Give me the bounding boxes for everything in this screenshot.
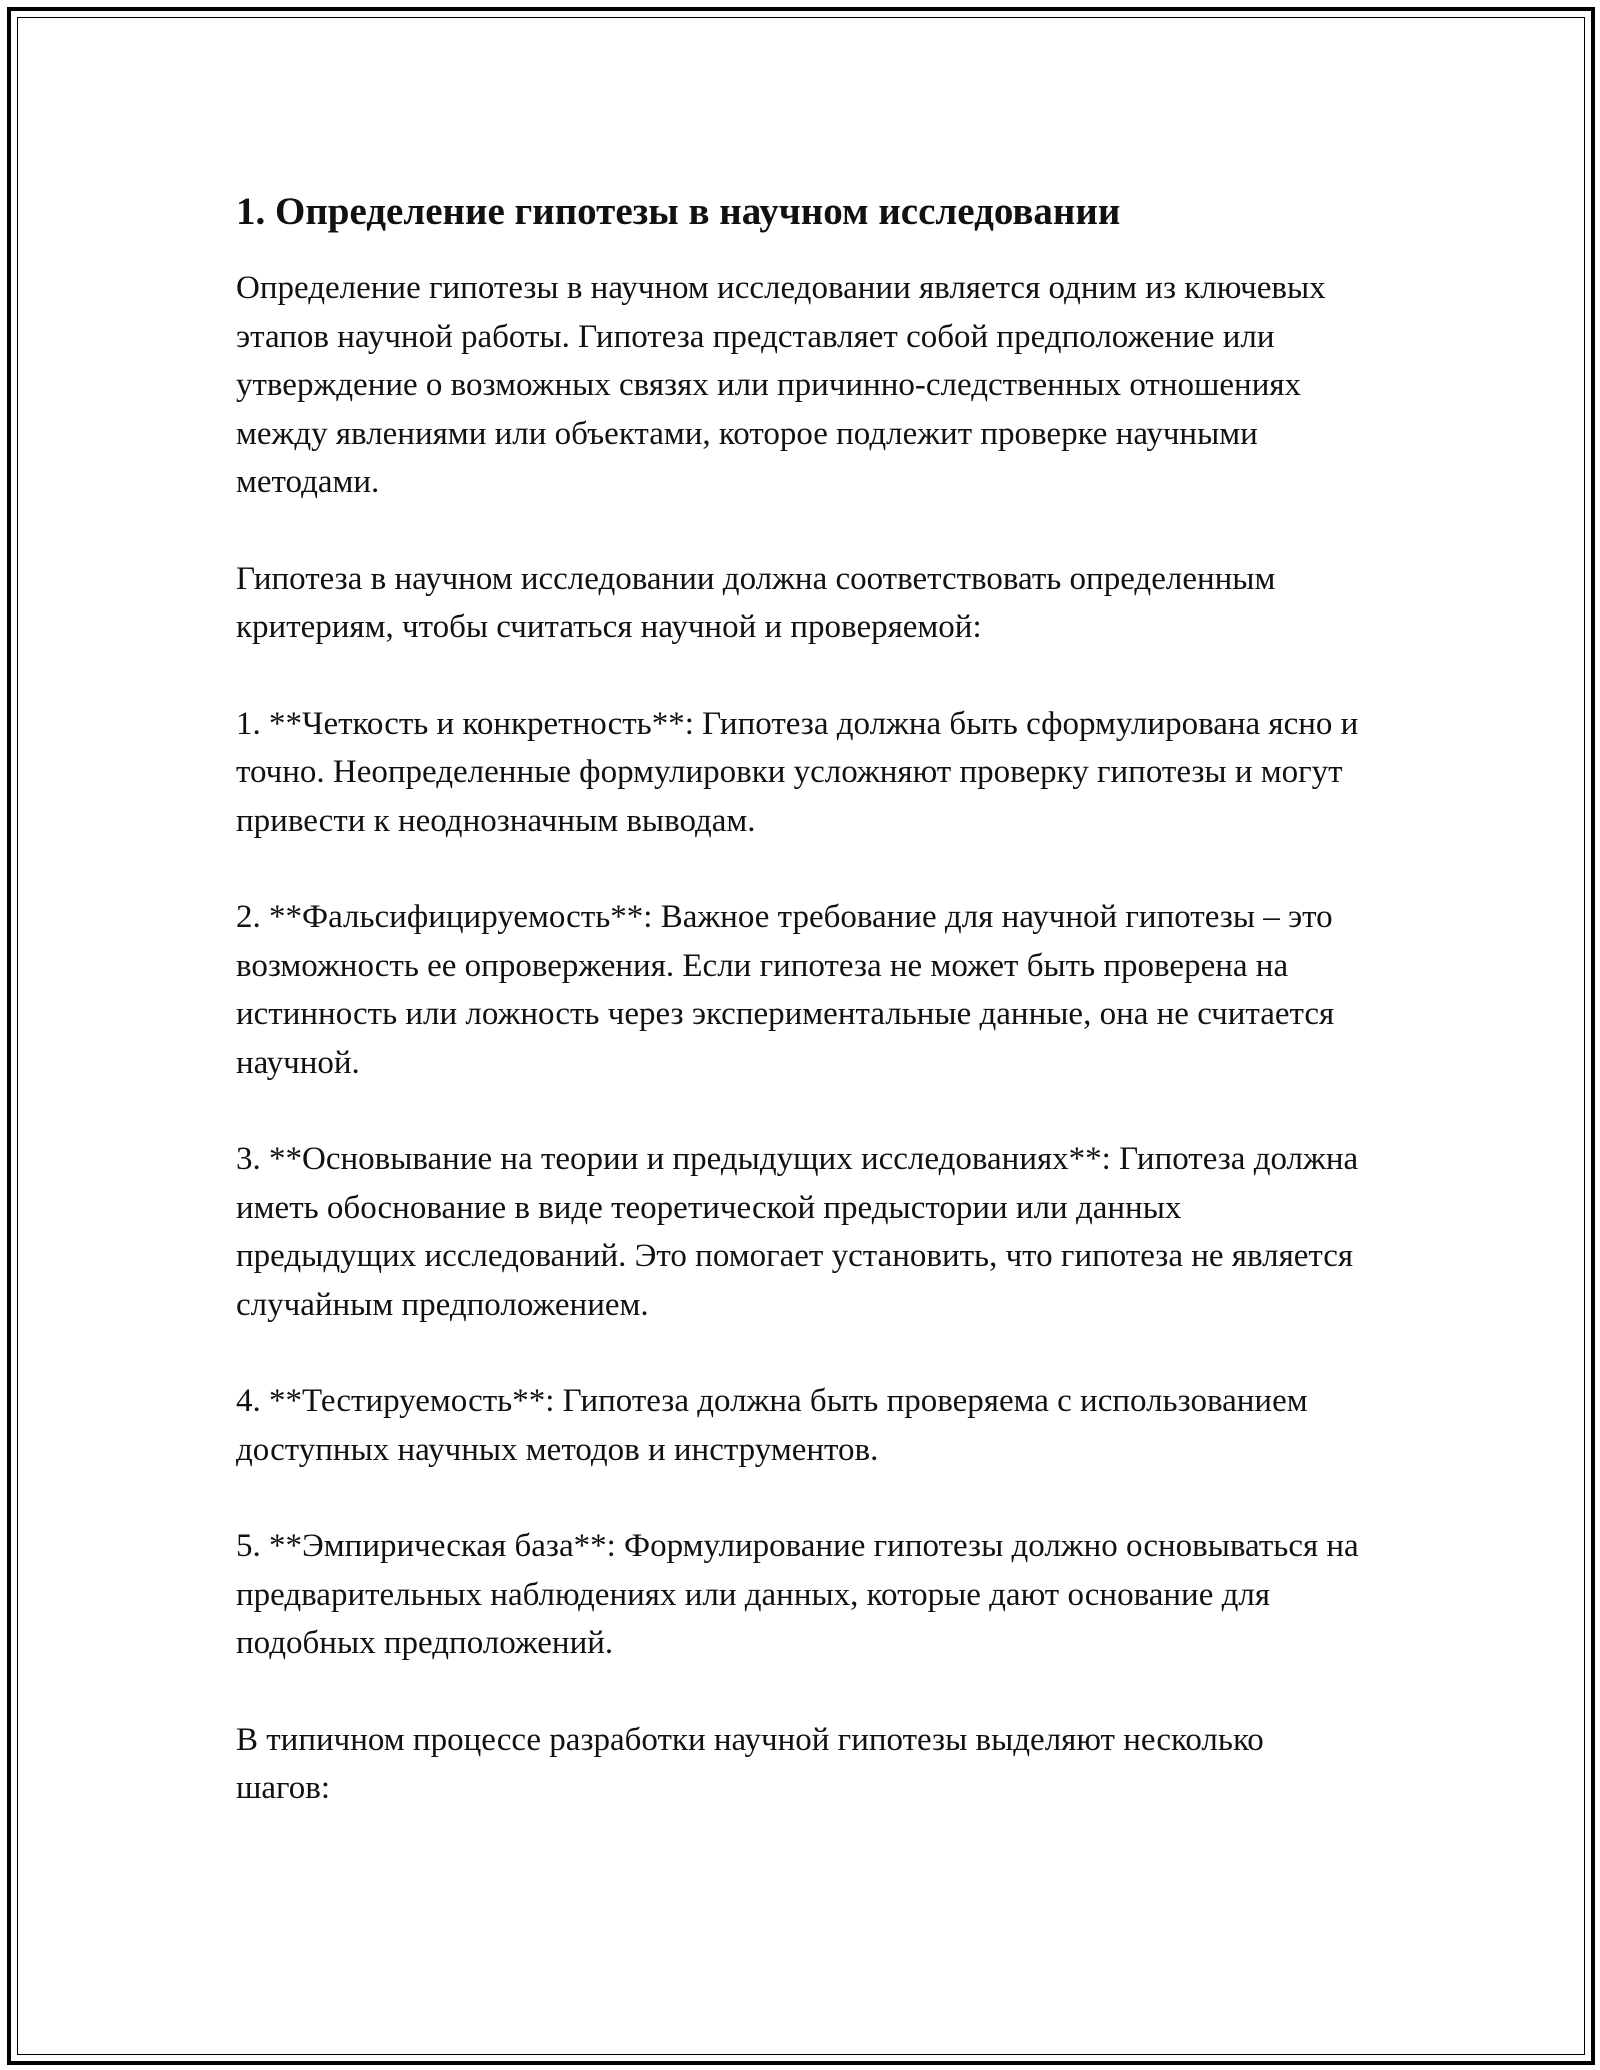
criterion-theory-basis: 3. **Основывание на теории и предыдущих исследованиях**: Гипотеза должна иметь обоснование в виде теоретической предыстории или данных предыдущих исследований. Это помогает установить, что гипотеза не является случайным предположением. bbox=[236, 1141, 1359, 1323]
section-heading: 1. Определение гипотезы в научном исследовании bbox=[236, 190, 1121, 233]
criterion-falsifiability: 2. **Фальсифицируемость**: Важное требование для научной гипотезы – это возможность ее опровержения. Если гипотеза не может быть проверена на истинность или ложность через экспериментальные данные, она не считается научной. bbox=[236, 899, 1335, 1081]
criterion-empirical-base: 5. **Эмпирическая база**: Формулирование гипотезы должно основываться на предварительных наблюдениях или данных, которые дают основание для подобных предположений. bbox=[236, 1528, 1359, 1661]
criterion-clarity: 1. **Четкость и конкретность**: Гипотеза должна быть сформулирована ясно и точно. Неопределенные формулировки усложняют проверку гипотезы и могут привести к неоднозначным выводам. bbox=[236, 705, 1359, 839]
criterion-testability: 4. **Тестируемость**: Гипотеза должна быть проверяема с использованием доступных научных методов и инструментов. bbox=[236, 1383, 1308, 1468]
document-body bbox=[236, 188, 1366, 1813]
intro-paragraph: Определение гипотезы в научном исследовании является одним из ключевых этапов научной работы. Гипотеза представляет собой предположение или утверждение о возможных связях или причинно-следственных отношениях между явлениями или объектами, которое подлежит проверке научными методами. bbox=[236, 270, 1326, 500]
criteria-intro-paragraph: Гипотеза в научном исследовании должна соответствовать определенным критериям, чтобы считаться научной и проверяемой: bbox=[236, 560, 1276, 645]
steps-intro-paragraph: В типичном процессе разработки научной гипотезы выделяют несколько шагов: bbox=[236, 1721, 1264, 1806]
